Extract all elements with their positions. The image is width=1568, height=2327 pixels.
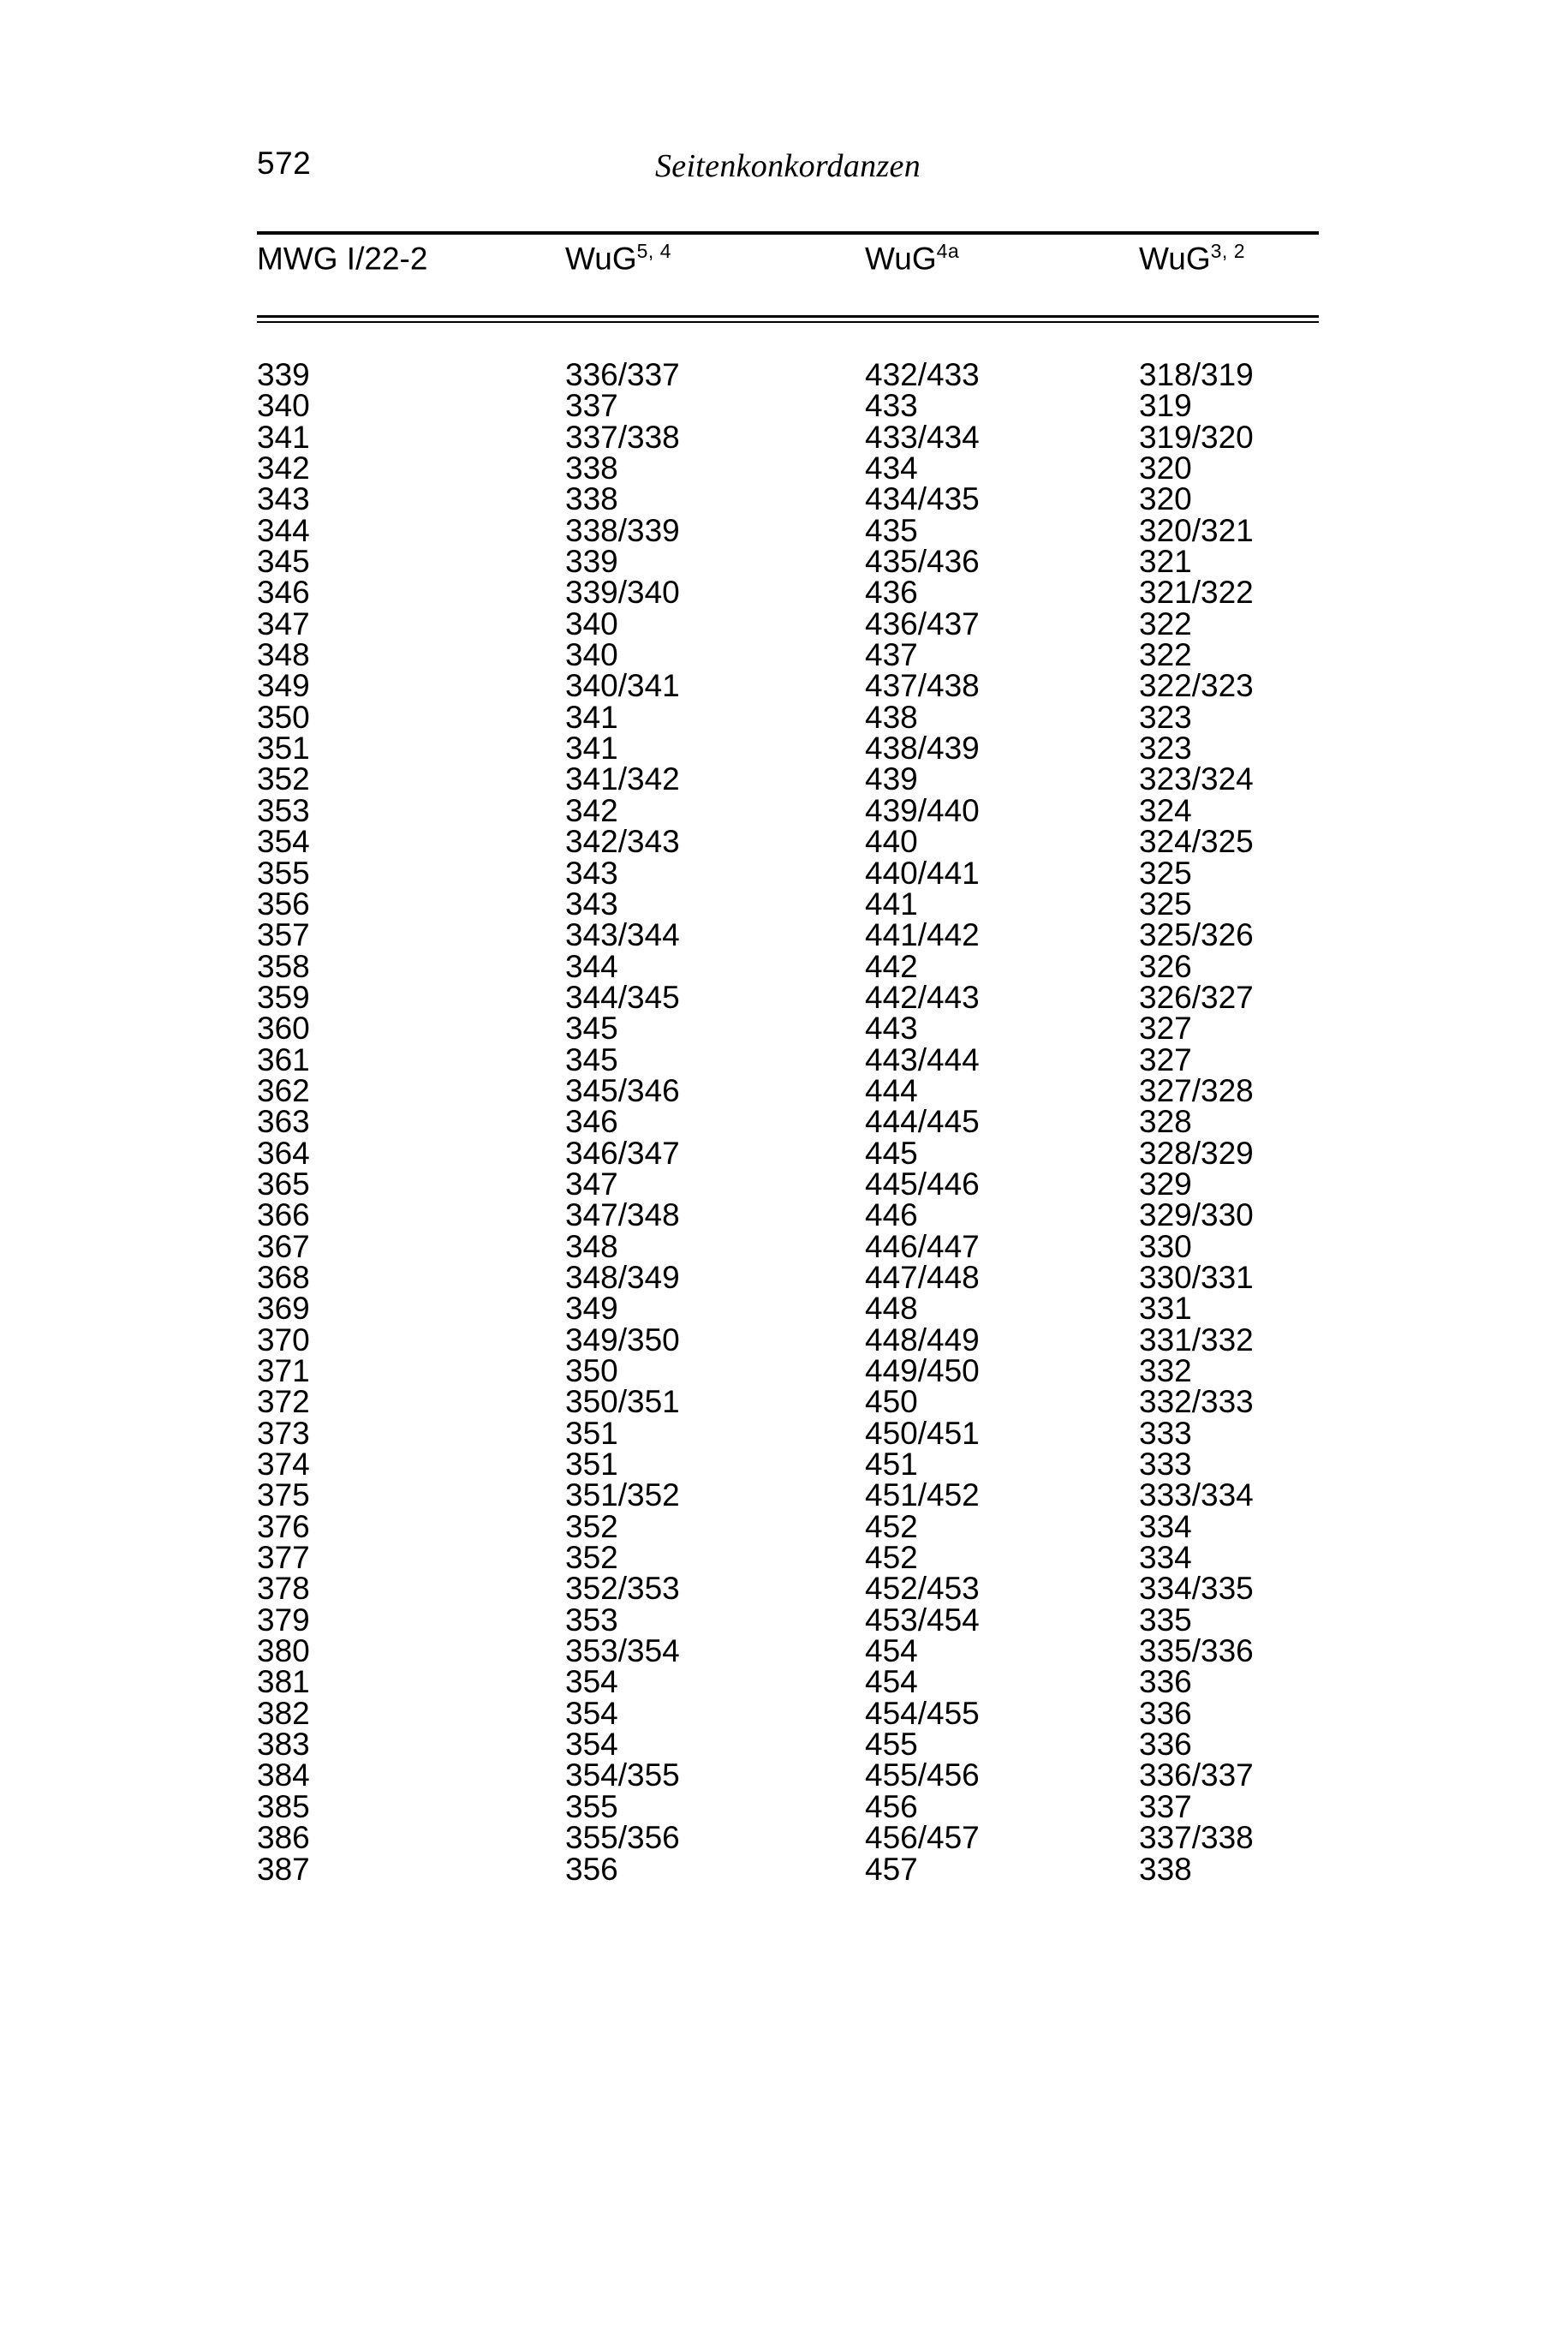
table-cell: 325 bbox=[1139, 886, 1192, 922]
table-cell: 354 bbox=[565, 1664, 618, 1700]
table-cell: 383 bbox=[257, 1727, 310, 1763]
table-cell: 323 bbox=[1139, 699, 1192, 735]
table-cell: 386 bbox=[257, 1820, 310, 1856]
table-cell: 348 bbox=[565, 1228, 618, 1264]
table-cell: 350 bbox=[257, 699, 310, 735]
table-cell: 345 bbox=[565, 1041, 618, 1077]
table-cell: 339 bbox=[565, 544, 618, 580]
table-cell: 374 bbox=[257, 1447, 310, 1483]
table-cell: 331 bbox=[1139, 1291, 1192, 1327]
table-cell: 442/443 bbox=[865, 979, 980, 1015]
table-cell: 327 bbox=[1139, 1041, 1192, 1077]
table-cell: 341/342 bbox=[565, 761, 680, 797]
table-cell: 444/445 bbox=[865, 1104, 980, 1140]
table-cell: 320/321 bbox=[1139, 512, 1254, 548]
table-cell: 353/354 bbox=[565, 1633, 680, 1669]
table-cell: 332/333 bbox=[1139, 1384, 1254, 1420]
table-cell: 448/449 bbox=[865, 1322, 980, 1357]
table-row bbox=[257, 357, 1319, 392]
table-cell: 445 bbox=[865, 1135, 918, 1171]
table-row bbox=[257, 948, 1319, 984]
table-cell: 435 bbox=[865, 512, 918, 548]
table-row bbox=[257, 1259, 1319, 1295]
column-header-wug-4a bbox=[865, 240, 959, 277]
table-cell: 433/434 bbox=[865, 419, 980, 455]
table-row bbox=[257, 1602, 1319, 1638]
column-header-wug-3-2-sup: 3, 2 bbox=[1210, 240, 1245, 262]
table-cell: 341 bbox=[257, 419, 310, 455]
table-cell: 338/339 bbox=[565, 512, 680, 548]
table-cell: 344 bbox=[257, 512, 310, 548]
table-cell: 322 bbox=[1139, 637, 1192, 673]
table-cell: 348/349 bbox=[565, 1259, 680, 1295]
table-cell: 323 bbox=[1139, 731, 1192, 767]
table-cell: 354 bbox=[565, 1727, 618, 1763]
table-cell: 357 bbox=[257, 917, 310, 953]
column-header-wug-5-4-label: WuG bbox=[565, 241, 637, 277]
table-cell: 379 bbox=[257, 1602, 310, 1638]
table-cell: 433 bbox=[865, 388, 918, 424]
table-cell: 330 bbox=[1139, 1228, 1192, 1264]
table-cell: 318/319 bbox=[1139, 357, 1254, 392]
table-cell: 347 bbox=[565, 1166, 618, 1202]
table-row bbox=[257, 1291, 1319, 1327]
table-cell: 372 bbox=[257, 1384, 310, 1420]
table-cell: 342/343 bbox=[565, 824, 680, 860]
table-cell: 351 bbox=[565, 1447, 618, 1483]
table-cell: 333 bbox=[1139, 1447, 1192, 1483]
table-row bbox=[257, 1571, 1319, 1607]
table-cell: 450/451 bbox=[865, 1415, 980, 1451]
table-cell: 331/332 bbox=[1139, 1322, 1254, 1357]
table-cell: 446 bbox=[865, 1197, 918, 1233]
table-cell: 342 bbox=[565, 792, 618, 828]
table-cell: 337 bbox=[1139, 1788, 1192, 1824]
table-cell: 366 bbox=[257, 1197, 310, 1233]
table-cell: 369 bbox=[257, 1291, 310, 1327]
table-cell: 452 bbox=[865, 1540, 918, 1576]
table-cell: 346 bbox=[257, 575, 310, 611]
table-row bbox=[257, 1851, 1319, 1887]
table-row bbox=[257, 1228, 1319, 1264]
table-cell: 453/454 bbox=[865, 1602, 980, 1638]
table-cell: 455 bbox=[865, 1727, 918, 1763]
table-row bbox=[257, 1727, 1319, 1763]
table-cell: 361 bbox=[257, 1041, 310, 1077]
table-cell: 326/327 bbox=[1139, 979, 1254, 1015]
table-cell: 352 bbox=[565, 1540, 618, 1576]
table-cell: 336 bbox=[1139, 1695, 1192, 1731]
table-cell: 349 bbox=[565, 1291, 618, 1327]
table-cell: 351 bbox=[565, 1415, 618, 1451]
table-cell: 363 bbox=[257, 1104, 310, 1140]
table-cell: 325/326 bbox=[1139, 917, 1254, 953]
table-cell: 447/448 bbox=[865, 1259, 980, 1295]
table-row bbox=[257, 1384, 1319, 1420]
table-cell: 344/345 bbox=[565, 979, 680, 1015]
table-cell: 319/320 bbox=[1139, 419, 1254, 455]
table-row bbox=[257, 699, 1319, 735]
table-cell: 337/338 bbox=[1139, 1820, 1254, 1856]
table-cell: 440 bbox=[865, 824, 918, 860]
table-cell: 328/329 bbox=[1139, 1135, 1254, 1171]
table-row bbox=[257, 388, 1319, 424]
table-cell: 340 bbox=[257, 388, 310, 424]
table-cell: 336/337 bbox=[1139, 1757, 1254, 1793]
table-cell: 334 bbox=[1139, 1508, 1192, 1544]
table-cell: 370 bbox=[257, 1322, 310, 1357]
table-cell: 454 bbox=[865, 1664, 918, 1700]
table-cell: 340 bbox=[565, 637, 618, 673]
table-row bbox=[257, 1041, 1319, 1077]
table-row bbox=[257, 1135, 1319, 1171]
table-header-rule-upper bbox=[257, 315, 1319, 318]
table-row bbox=[257, 1104, 1319, 1140]
table-cell: 434 bbox=[865, 450, 918, 486]
table-cell: 376 bbox=[257, 1508, 310, 1544]
table-cell: 351/352 bbox=[565, 1477, 680, 1513]
table-cell: 347 bbox=[257, 606, 310, 641]
table-cell: 341 bbox=[565, 699, 618, 735]
table-cell: 457 bbox=[865, 1851, 918, 1887]
running-title: Seitenkonkordanzen bbox=[654, 148, 921, 184]
table-cell: 348 bbox=[257, 637, 310, 673]
table-cell: 350 bbox=[565, 1353, 618, 1388]
table-body bbox=[257, 357, 1319, 1887]
table-cell: 434/435 bbox=[865, 481, 980, 517]
table-cell: 321 bbox=[1139, 544, 1192, 580]
table-row bbox=[257, 419, 1319, 455]
table-cell: 339/340 bbox=[565, 575, 680, 611]
table-cell: 435/436 bbox=[865, 544, 980, 580]
table-cell: 329 bbox=[1139, 1166, 1192, 1202]
column-header-wug-5-4-sup: 5, 4 bbox=[636, 240, 671, 262]
table-cell: 322/323 bbox=[1139, 668, 1254, 704]
table-cell: 454/455 bbox=[865, 1695, 980, 1731]
column-header-wug-3-2 bbox=[1139, 240, 1245, 277]
table-row bbox=[257, 1477, 1319, 1513]
table-cell: 345 bbox=[257, 544, 310, 580]
table-cell: 432/433 bbox=[865, 357, 980, 392]
table-row bbox=[257, 917, 1319, 953]
table-cell: 439/440 bbox=[865, 792, 980, 828]
table-cell: 438 bbox=[865, 699, 918, 735]
table-cell: 385 bbox=[257, 1788, 310, 1824]
table-cell: 354 bbox=[257, 824, 310, 860]
table-cell: 343/344 bbox=[565, 917, 680, 953]
table-cell: 362 bbox=[257, 1072, 310, 1108]
table-cell: 446/447 bbox=[865, 1228, 980, 1264]
table-cell: 343 bbox=[565, 886, 618, 922]
table-cell: 456 bbox=[865, 1788, 918, 1824]
table-cell: 346/347 bbox=[565, 1135, 680, 1171]
table-cell: 355 bbox=[565, 1788, 618, 1824]
table-cell: 380 bbox=[257, 1633, 310, 1669]
table-row bbox=[257, 1695, 1319, 1731]
table-row bbox=[257, 575, 1319, 611]
table-cell: 440/441 bbox=[865, 855, 980, 891]
table-cell: 333/334 bbox=[1139, 1477, 1254, 1513]
table-cell: 451 bbox=[865, 1447, 918, 1483]
table-row bbox=[257, 855, 1319, 891]
table-cell: 321/322 bbox=[1139, 575, 1254, 611]
table-cell: 324 bbox=[1139, 792, 1192, 828]
table-cell: 339 bbox=[257, 357, 310, 392]
table-cell: 355 bbox=[257, 855, 310, 891]
table-cell: 340 bbox=[565, 606, 618, 641]
table-cell: 320 bbox=[1139, 450, 1192, 486]
table-cell: 355/356 bbox=[565, 1820, 680, 1856]
table-cell: 327/328 bbox=[1139, 1072, 1254, 1108]
table-cell: 319 bbox=[1139, 388, 1192, 424]
table-cell: 360 bbox=[257, 1011, 310, 1047]
table-cell: 353 bbox=[565, 1602, 618, 1638]
table-cell: 371 bbox=[257, 1353, 310, 1388]
table-row bbox=[257, 668, 1319, 704]
table-cell: 347/348 bbox=[565, 1197, 680, 1233]
table-cell: 334/335 bbox=[1139, 1571, 1254, 1607]
table-cell: 450 bbox=[865, 1384, 918, 1420]
table-cell: 437/438 bbox=[865, 668, 980, 704]
table-row bbox=[257, 450, 1319, 486]
table-row bbox=[257, 1072, 1319, 1108]
column-header-wug-5-4 bbox=[565, 240, 671, 277]
table-cell: 441/442 bbox=[865, 917, 980, 953]
table-cell: 332 bbox=[1139, 1353, 1192, 1388]
table-cell: 356 bbox=[257, 886, 310, 922]
table-cell: 354/355 bbox=[565, 1757, 680, 1793]
table-cell: 335/336 bbox=[1139, 1633, 1254, 1669]
table-cell: 441 bbox=[865, 886, 918, 922]
table-cell: 329/330 bbox=[1139, 1197, 1254, 1233]
page-number: 572 bbox=[257, 146, 312, 181]
table-cell: 327 bbox=[1139, 1011, 1192, 1047]
table-cell: 344 bbox=[565, 948, 618, 984]
table-row bbox=[257, 1447, 1319, 1483]
table-cell: 444 bbox=[865, 1072, 918, 1108]
table-row bbox=[257, 1166, 1319, 1202]
table-cell: 336 bbox=[1139, 1664, 1192, 1700]
table-cell: 350/351 bbox=[565, 1384, 680, 1420]
table-row bbox=[257, 979, 1319, 1015]
table-cell: 359 bbox=[257, 979, 310, 1015]
table-cell: 342 bbox=[257, 450, 310, 486]
table-cell: 356 bbox=[565, 1851, 618, 1887]
table-cell: 452 bbox=[865, 1508, 918, 1544]
table-cell: 445/446 bbox=[865, 1166, 980, 1202]
table-cell: 343 bbox=[565, 855, 618, 891]
table-cell: 364 bbox=[257, 1135, 310, 1171]
table-cell: 346 bbox=[565, 1104, 618, 1140]
table-cell: 333 bbox=[1139, 1415, 1192, 1451]
table-cell: 322 bbox=[1139, 606, 1192, 641]
table-row bbox=[257, 1322, 1319, 1357]
table-cell: 375 bbox=[257, 1477, 310, 1513]
table-cell: 436 bbox=[865, 575, 918, 611]
table-cell: 353 bbox=[257, 792, 310, 828]
table-cell: 345/346 bbox=[565, 1072, 680, 1108]
table-cell: 381 bbox=[257, 1664, 310, 1700]
table-cell: 452/453 bbox=[865, 1571, 980, 1607]
table-cell: 336 bbox=[1139, 1727, 1192, 1763]
table-row bbox=[257, 792, 1319, 828]
table-row bbox=[257, 1011, 1319, 1047]
table-cell: 352 bbox=[565, 1508, 618, 1544]
table-cell: 328 bbox=[1139, 1104, 1192, 1140]
table-cell: 324/325 bbox=[1139, 824, 1254, 860]
table-cell: 449/450 bbox=[865, 1353, 980, 1388]
concordance-table bbox=[257, 231, 1319, 1887]
table-row bbox=[257, 1633, 1319, 1669]
table-cell: 378 bbox=[257, 1571, 310, 1607]
table-cell: 338 bbox=[565, 450, 618, 486]
table-cell: 330/331 bbox=[1139, 1259, 1254, 1295]
table-header-row bbox=[257, 235, 1319, 275]
table-cell: 456/457 bbox=[865, 1820, 980, 1856]
table-cell: 338 bbox=[565, 481, 618, 517]
table-row bbox=[257, 1540, 1319, 1576]
table-row bbox=[257, 1197, 1319, 1233]
table-cell: 443 bbox=[865, 1011, 918, 1047]
table-cell: 349/350 bbox=[565, 1322, 680, 1357]
table-row bbox=[257, 731, 1319, 767]
column-header-wug-4a-label: WuG bbox=[865, 241, 937, 277]
table-cell: 352 bbox=[257, 761, 310, 797]
table-cell: 334 bbox=[1139, 1540, 1192, 1576]
table-cell: 337 bbox=[565, 388, 618, 424]
table-cell: 448 bbox=[865, 1291, 918, 1327]
table-row bbox=[257, 1415, 1319, 1451]
table-row bbox=[257, 481, 1319, 517]
table-cell: 377 bbox=[257, 1540, 310, 1576]
table-row bbox=[257, 1508, 1319, 1544]
table-row bbox=[257, 1757, 1319, 1793]
table-cell: 335 bbox=[1139, 1602, 1192, 1638]
table-cell: 336/337 bbox=[565, 357, 680, 392]
table-row bbox=[257, 606, 1319, 641]
table-cell: 367 bbox=[257, 1228, 310, 1264]
table-cell: 365 bbox=[257, 1166, 310, 1202]
table-cell: 349 bbox=[257, 668, 310, 704]
table-cell: 354 bbox=[565, 1695, 618, 1731]
table-row bbox=[257, 1353, 1319, 1388]
column-header-wug-3-2-label: WuG bbox=[1139, 241, 1211, 277]
table-cell: 368 bbox=[257, 1259, 310, 1295]
table-cell: 338 bbox=[1139, 1851, 1192, 1887]
table-cell: 343 bbox=[257, 481, 310, 517]
table-cell: 438/439 bbox=[865, 731, 980, 767]
table-cell: 437 bbox=[865, 637, 918, 673]
table-row bbox=[257, 1788, 1319, 1824]
table-cell: 439 bbox=[865, 761, 918, 797]
table-cell: 323/324 bbox=[1139, 761, 1254, 797]
table-row bbox=[257, 637, 1319, 673]
table-cell: 442 bbox=[865, 948, 918, 984]
table-cell: 340/341 bbox=[565, 668, 680, 704]
table-row bbox=[257, 886, 1319, 922]
table-cell: 382 bbox=[257, 1695, 310, 1731]
table-cell: 325 bbox=[1139, 855, 1192, 891]
table-cell: 387 bbox=[257, 1851, 310, 1887]
column-header-mwg-label: MWG I/22-2 bbox=[257, 241, 428, 277]
table-row bbox=[257, 761, 1319, 797]
table-cell: 384 bbox=[257, 1757, 310, 1793]
table-cell: 352/353 bbox=[565, 1571, 680, 1607]
table-cell: 455/456 bbox=[865, 1757, 980, 1793]
table-row bbox=[257, 544, 1319, 580]
table-cell: 351 bbox=[257, 731, 310, 767]
table-cell: 337/338 bbox=[565, 419, 680, 455]
table-cell: 341 bbox=[565, 731, 618, 767]
table-cell: 345 bbox=[565, 1011, 618, 1047]
column-header-wug-4a-sup: 4a bbox=[936, 240, 960, 262]
table-cell: 443/444 bbox=[865, 1041, 980, 1077]
table-cell: 320 bbox=[1139, 481, 1192, 517]
table-cell: 454 bbox=[865, 1633, 918, 1669]
column-header-mwg bbox=[257, 240, 427, 277]
table-cell: 436/437 bbox=[865, 606, 980, 641]
table-row bbox=[257, 1820, 1319, 1856]
table-row bbox=[257, 824, 1319, 860]
table-row bbox=[257, 512, 1319, 548]
table-row bbox=[257, 1664, 1319, 1700]
table-cell: 326 bbox=[1139, 948, 1192, 984]
table-cell: 451/452 bbox=[865, 1477, 980, 1513]
table-cell: 373 bbox=[257, 1415, 310, 1451]
table-cell: 358 bbox=[257, 948, 310, 984]
page-header bbox=[257, 146, 1319, 197]
table-header-rule-lower bbox=[257, 321, 1319, 323]
